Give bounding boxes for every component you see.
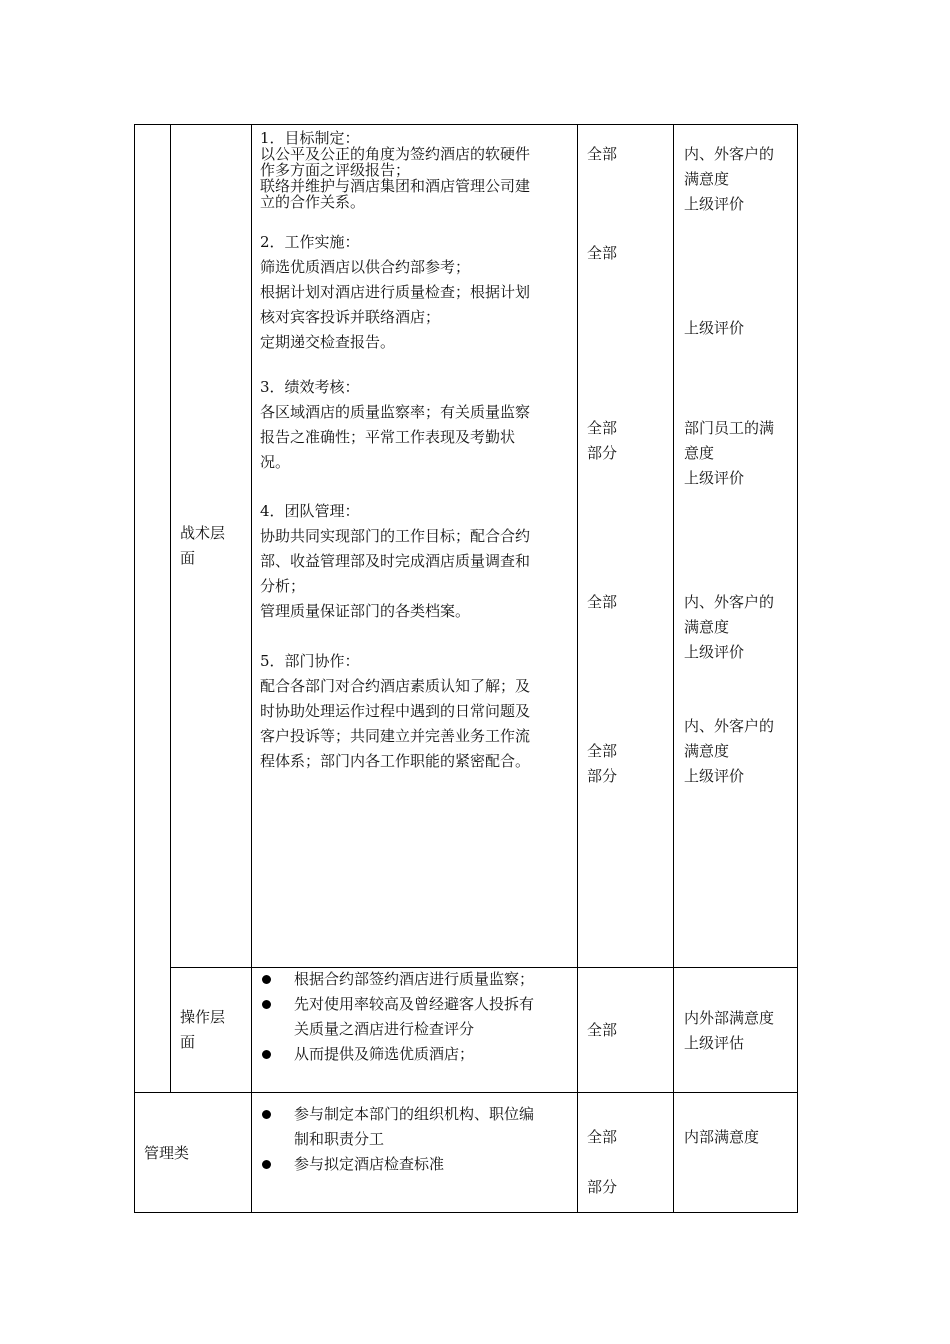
item-1-line: 以公平及公正的角度为签约酒店的软硬件	[260, 145, 531, 163]
item-2-line: 定期递交检查报告。	[260, 333, 396, 351]
item-1-title: 1．目标制定：	[260, 129, 360, 147]
item-3-line: 况。	[260, 453, 291, 471]
item-3-scope: 全部 部分	[587, 419, 618, 462]
item-2-evaluation: 上级评价	[684, 319, 745, 337]
item-5-evaluation: 内、外客户的 满意度 上级评价	[684, 717, 775, 785]
item-4-evaluation: 内、外客户的 满意度 上级评价	[684, 593, 775, 661]
item-2-scope: 全部	[587, 244, 618, 262]
item-5-line: 程体系；部门内各工作职能的紧密配合。	[260, 752, 531, 770]
bullet-icon	[262, 1110, 271, 1119]
item-1-line: 立的合作关系。	[260, 193, 366, 211]
col-divider-content	[251, 124, 252, 1213]
item-5-line: 时协助处理运作过程中遇到的日常问题及	[260, 702, 531, 720]
item-4-title: 4．团队管理：	[260, 502, 360, 520]
management-scope: 全部 部分	[587, 1128, 618, 1196]
item-3-evaluation: 部门员工的满 意度 上级评价	[684, 419, 775, 487]
item-4-line: 协助共同实现部门的工作目标；配合合约	[260, 527, 531, 545]
operational-evaluation: 内外部满意度 上级评估	[684, 1009, 775, 1052]
item-1-duty	[260, 130, 530, 210]
item-5-line: 客户投诉等；共同建立并完善业务工作流	[260, 727, 531, 745]
operational-bullet-3: 从而提供及筛选优质酒店；	[294, 1045, 475, 1063]
management-label: 管理类	[144, 1144, 190, 1162]
item-2-line: 核对宾客投诉并联络酒店；	[260, 308, 441, 326]
tactical-level-label: 战术层 面	[180, 524, 226, 567]
item-2-title: 2．工作实施：	[260, 233, 360, 251]
item-1-evaluation: 内、外客户的 满意度 上级评价	[684, 145, 775, 213]
bullet-icon	[262, 975, 271, 984]
item-5-title: 5．部门协作：	[260, 652, 360, 670]
bullet-icon	[262, 1050, 271, 1059]
management-bullet-2: 参与拟定酒店检查标准	[294, 1155, 445, 1173]
item-4-scope: 全部	[587, 593, 618, 611]
table-border-bottom	[134, 1212, 798, 1213]
operational-bullet-2: 先对使用率较高及曾经避客人投拆有 关质量之酒店进行检查评分	[294, 995, 535, 1038]
item-4-line: 分析；	[260, 577, 306, 595]
management-bullet-1: 参与制定本部门的组织机构、职位编 制和职责分工	[294, 1105, 535, 1148]
col-divider-level	[170, 124, 171, 1093]
operational-level-label: 操作层 面	[180, 1008, 226, 1051]
operational-bullet-1: 根据合约部签约酒店进行质量监察；	[294, 970, 535, 988]
bullet-icon	[262, 1000, 271, 1009]
item-3-line: 报告之准确性；平常工作表现及考勤状	[260, 428, 516, 446]
bullet-icon	[262, 1160, 271, 1169]
table-border-right	[797, 124, 798, 1213]
item-3-duty	[260, 375, 530, 475]
item-1-line: 联络并维护与酒店集团和酒店管理公司建	[260, 177, 531, 195]
table-border-top	[134, 124, 798, 125]
item-2-line: 筛选优质酒店以供合约部参考；	[260, 258, 471, 276]
col-divider-scope	[577, 124, 578, 1213]
item-4-line: 管理质量保证部门的各类档案。	[260, 602, 471, 620]
item-5-scope: 全部 部分	[587, 742, 618, 785]
item-5-duty	[260, 649, 530, 774]
item-3-line: 各区域酒店的质量监察率；有关质量监察	[260, 403, 531, 421]
management-evaluation: 内部满意度	[684, 1128, 760, 1146]
item-4-duty	[260, 499, 530, 624]
item-1-scope: 全部	[587, 145, 618, 163]
item-1-line: 作多方面之评级报告；	[260, 161, 411, 179]
col-divider-evaluation	[673, 124, 674, 1213]
item-2-duty	[260, 230, 530, 355]
item-3-title: 3．绩效考核：	[260, 378, 360, 396]
row-divider-management	[134, 1092, 798, 1093]
item-2-line: 根据计划对酒店进行质量检查；根据计划	[260, 283, 531, 301]
table-border-left	[134, 124, 135, 1213]
item-5-line: 配合各部门对合约酒店素质认知了解；及	[260, 677, 531, 695]
item-4-line: 部、收益管理部及时完成酒店质量调查和	[260, 552, 531, 570]
operational-scope: 全部	[587, 1021, 618, 1039]
